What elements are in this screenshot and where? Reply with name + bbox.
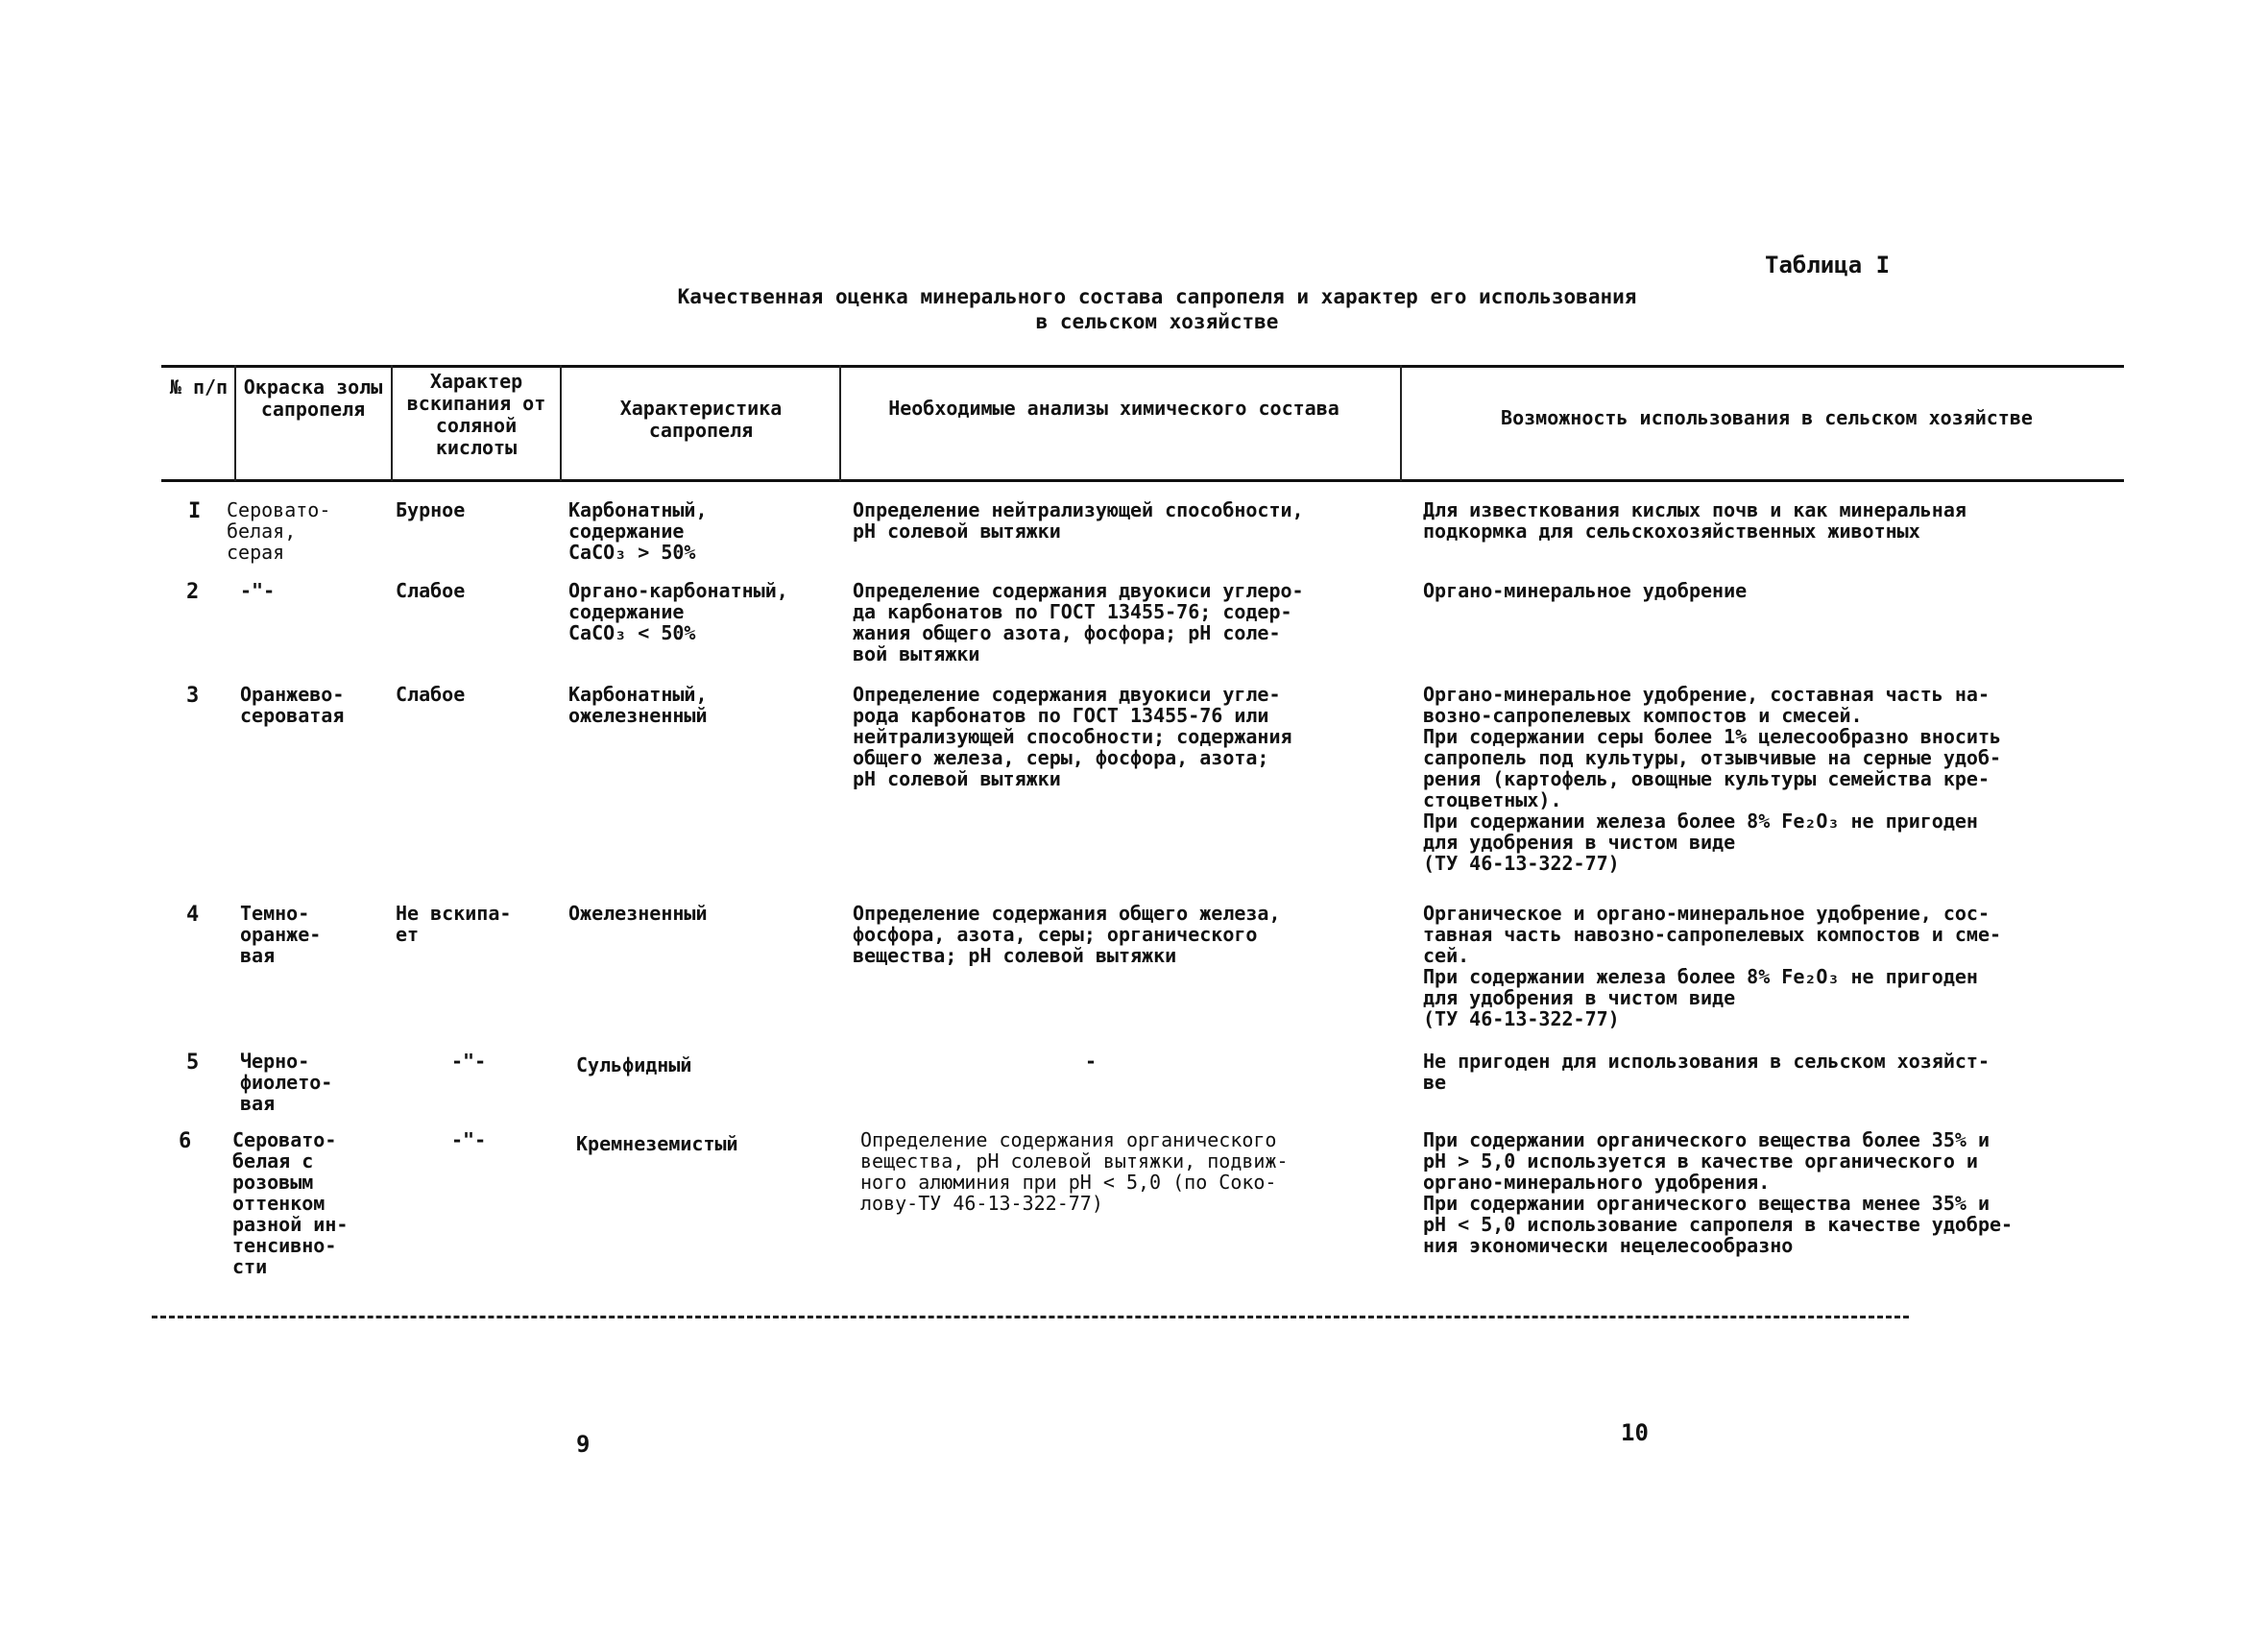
reaction-cell: -"- bbox=[451, 1050, 487, 1073]
row-number: 5 bbox=[186, 1051, 200, 1075]
ash-color-cell: Серовато- белая, серая bbox=[227, 498, 331, 564]
header-analysis: Необходимые анализы химического состава bbox=[888, 397, 1339, 420]
reaction-cell: -"- bbox=[451, 1128, 487, 1151]
use-cell: Органо-минеральное удобрение bbox=[1423, 579, 1748, 602]
table-bottom-rule bbox=[152, 1316, 1909, 1318]
column-divider bbox=[391, 365, 393, 481]
table-title: Качественная оценка минерального состава сапропеля и характер его использования bbox=[677, 285, 1637, 308]
page-number-left: 9 bbox=[576, 1431, 591, 1458]
header-top-rule bbox=[161, 365, 2124, 368]
header-reaction: Характер вскипания от соляной кислоты bbox=[406, 370, 546, 459]
reaction-cell: Бурное bbox=[396, 498, 466, 521]
table-label: Таблица I bbox=[1765, 252, 1891, 278]
character-cell: Карбонатный, ожелезненный bbox=[568, 683, 708, 727]
reaction-cell: Слабое bbox=[396, 683, 466, 706]
header-color: Окраска золы сапропеля bbox=[243, 375, 383, 421]
use-cell: Органо-минеральное удобрение, составная часть на- возно-сапропелевых компостов и смесей. При содержании серы более 1% целесообразно вносить сапропель под культуры, отзывчивые на серные удоб- рения (картофель, овощные культуры семейства кре- стоцветных). При содержании железа более 8% Fe₂O₃ не пригоден для удобрения в чистом виде (ТУ 46-13-322-77) bbox=[1423, 683, 2002, 875]
use-cell: При содержании органического вещества более 35% и pH > 5,0 используется в качестве органического и органо-минерального удобрения. При содержании органического вещества менее 35% и pH < 5,0 использование сапропеля в качестве удобре- ния экономически нецелесообразно bbox=[1423, 1128, 2014, 1257]
use-cell: Органическое и органо-минеральное удобрение, сос- тавная часть навозно-сапропелевых компостов и сме- сей. При содержании железа более 8% Fe₂O₃ не пригоден для удобрения в чистом виде (ТУ 46-13-322-77) bbox=[1423, 902, 2002, 1030]
analysis-cell: Определение содержания двуокиси угле- рода карбонатов по ГОСТ 13455-76 или нейтрализующей способности; содержания общего железа, серы, фосфора, азота; pH солевой вытяжки bbox=[853, 683, 1292, 790]
reaction-cell: Слабое bbox=[396, 579, 466, 602]
analysis-cell: Определение содержания органического вещества, pH солевой вытяжки, подвиж- ного алюминия при pH < 5,0 (по Соко- лову-ТУ 46-13-322-77) bbox=[860, 1128, 1289, 1215]
ash-color-cell: Темно- оранже- вая bbox=[240, 902, 322, 967]
row-number: 4 bbox=[186, 903, 200, 927]
column-divider bbox=[560, 365, 562, 481]
use-cell: Не пригоден для использования в сельском хозяйст- ве bbox=[1423, 1050, 1991, 1094]
table-title-line2: в сельском хозяйстве bbox=[1035, 310, 1279, 333]
column-divider bbox=[1400, 365, 1402, 481]
analysis-cell: Определение содержания двуокиси углеро- да карбонатов по ГОСТ 13455-76; содер- жания общего азота, фосфора; pH соле- вой вытяжки bbox=[853, 579, 1304, 665]
ash-color-cell: -"- bbox=[240, 579, 276, 602]
page-number-right: 10 bbox=[1621, 1419, 1649, 1446]
character-cell: Карбонатный, содержание CaCO₃ > 50% bbox=[568, 498, 708, 564]
reaction-cell: Не вскипа- ет bbox=[396, 902, 512, 946]
use-cell: Для известкования кислых почв и как минеральная подкормка для сельскохозяйственных животных bbox=[1423, 498, 1966, 543]
ash-color-cell: Черно- фиолето- вая bbox=[240, 1050, 333, 1115]
row-number: 2 bbox=[186, 580, 200, 604]
ash-color-cell: Оранжево- сероватая bbox=[240, 683, 345, 727]
character-cell: Кремнеземистый bbox=[576, 1132, 738, 1155]
analysis-cell: Определение нейтрализующей способности, pH солевой вытяжки bbox=[853, 498, 1304, 543]
character-cell: Сульфидный bbox=[576, 1053, 692, 1076]
analysis-cell: Определение содержания общего железа, фосфора, азота, серы; органического вещества; pH солевой вытяжки bbox=[853, 902, 1281, 967]
column-divider bbox=[839, 365, 841, 481]
header-num: № п/п bbox=[169, 375, 229, 399]
character-cell: Ожелезненный bbox=[568, 902, 708, 925]
ash-color-cell: Серовато- белая с розовым оттенком разной ин- тенсивно- сти bbox=[232, 1128, 349, 1278]
row-number: I bbox=[188, 499, 202, 523]
header-character: Характеристика сапропеля bbox=[619, 397, 783, 442]
row-number: 3 bbox=[186, 684, 200, 708]
character-cell: Органо-карбонатный, содержание CaCO₃ < 50% bbox=[568, 579, 788, 644]
row-number: 6 bbox=[179, 1129, 192, 1153]
header-bottom-rule bbox=[161, 479, 2124, 482]
column-divider bbox=[234, 365, 236, 481]
header-use: Возможность использования в сельском хозяйстве bbox=[1501, 406, 2033, 429]
analysis-cell: - bbox=[1085, 1050, 1098, 1073]
